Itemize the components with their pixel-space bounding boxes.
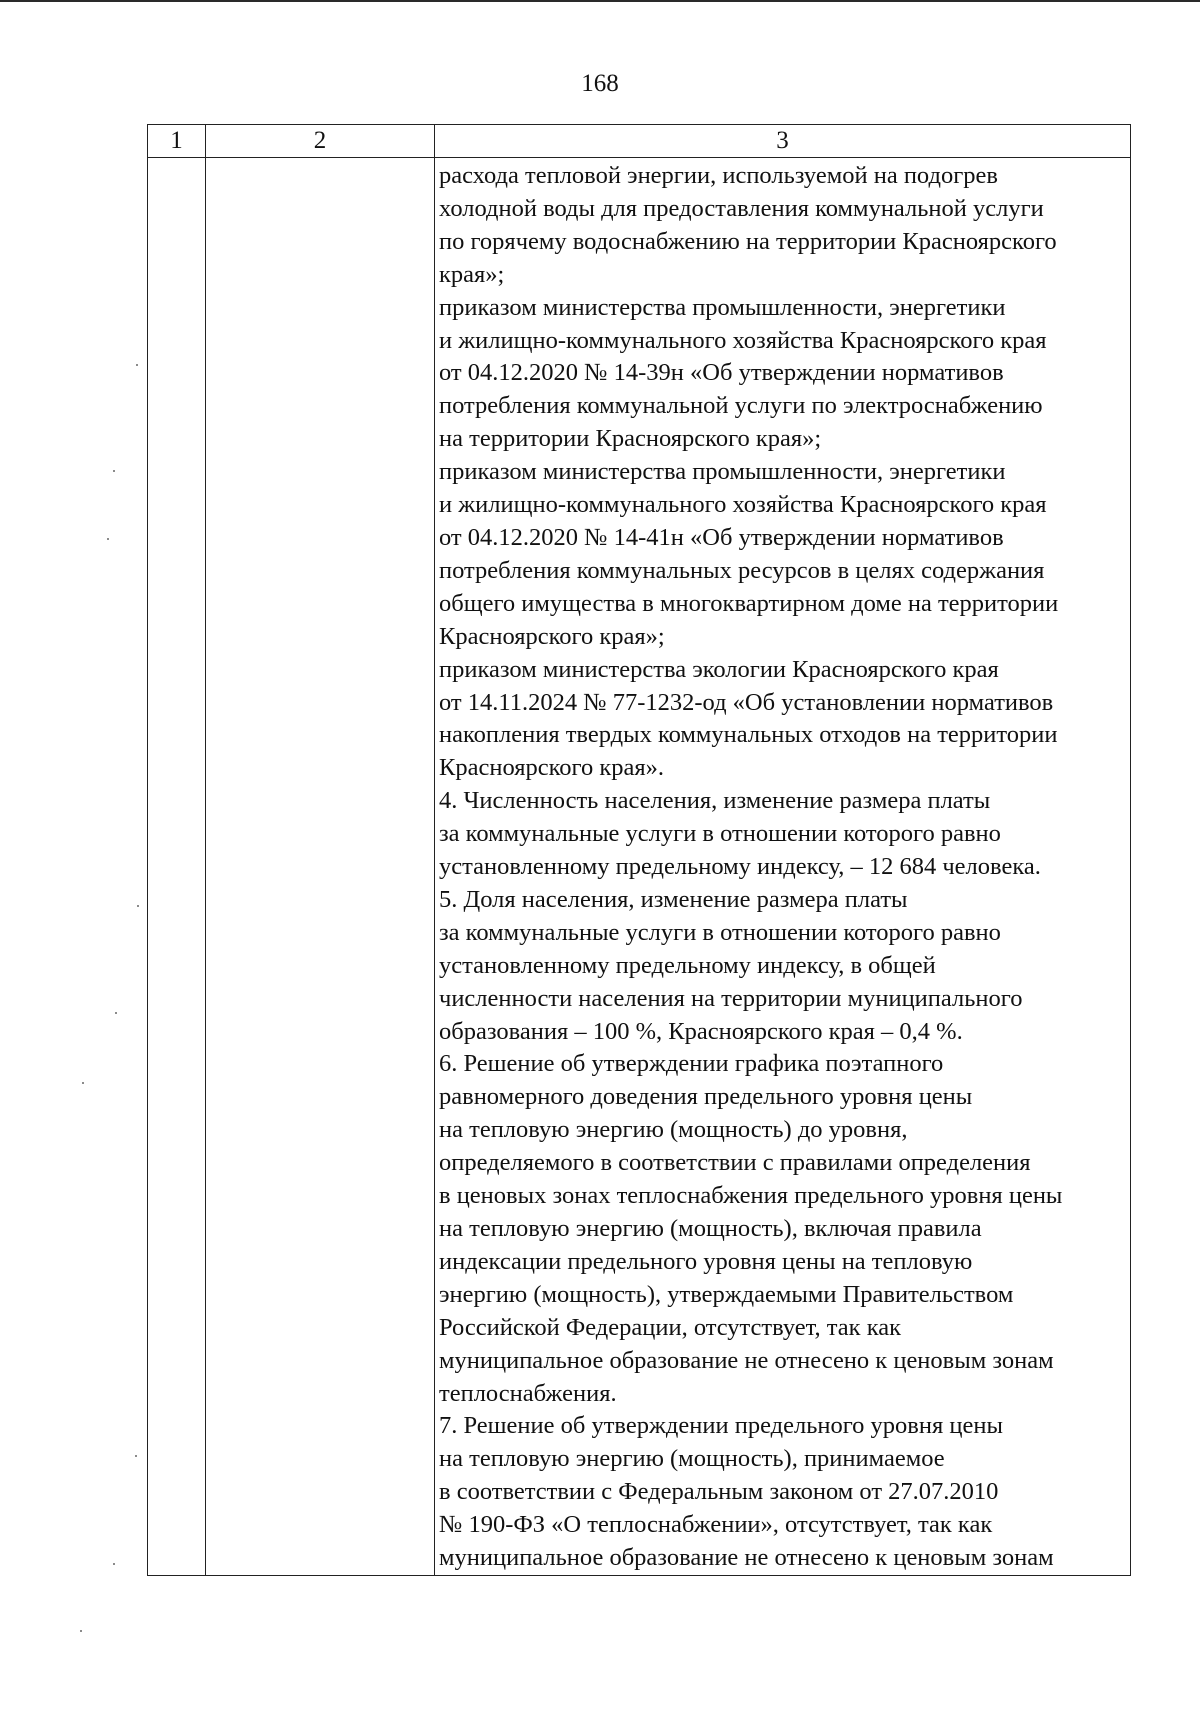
scan-speck (135, 1455, 137, 1457)
text-line: потребления коммунальной услуги по электроснабжению (439, 392, 1043, 420)
text-line: на территории Красноярского края»; (439, 425, 822, 453)
text-line: муниципальное образование не отнесено к ценовым зонам (439, 1544, 1054, 1572)
text-line: по горячему водоснабжению на территории Красноярского (439, 227, 1057, 255)
text-line: 5. Доля населения, изменение размера платы (439, 885, 908, 913)
scan-speck (80, 1630, 82, 1632)
text-line: от 14.11.2024 № 77-1232-од «Об установлении нормативов (439, 688, 1054, 716)
text-line: и жилищно-коммунального хозяйства Красноярского края (439, 491, 1047, 519)
text-line: приказом министерства промышленности, энергетики (439, 458, 1006, 486)
scan-speck (107, 538, 109, 540)
text-line: холодной воды для предоставления коммунальной услуги (439, 194, 1044, 222)
text-line: муниципальное образование не отнесено к ценовым зонам (439, 1346, 1054, 1374)
text-line: 6. Решение об утверждении графика поэтапного (439, 1050, 944, 1078)
text-line: приказом министерства экологии Красноярского края (439, 655, 999, 683)
scan-speck (113, 470, 115, 472)
text-line: на тепловую энергию (мощность) до уровня, (439, 1116, 908, 1144)
column-2-cell (206, 158, 435, 1576)
column-header-3: 3 (435, 125, 1131, 158)
text-line: Российской Федерации, отсутствует, так как (439, 1313, 902, 1341)
scan-speck (82, 1082, 84, 1084)
text-line: теплоснабжения. (439, 1379, 617, 1407)
text-line: образования – 100 %, Красноярского края – 0,4 %. (439, 1017, 963, 1045)
text-line: Красноярского края». (439, 754, 665, 782)
column-3-cell (435, 158, 1131, 1576)
text-line: равномерного доведения предельного уровня цены (439, 1083, 973, 1111)
page-number: 168 (581, 70, 619, 97)
text-line: 4. Численность населения, изменение размера платы (439, 787, 991, 815)
scan-speck (136, 364, 138, 366)
scan-edge (0, 0, 1200, 2)
text-line: потребления коммунальных ресурсов в целях содержания (439, 556, 1045, 584)
table-row (148, 158, 1131, 1576)
text-line: и жилищно-коммунального хозяйства Красноярского края (439, 326, 1047, 354)
text-line: энергию (мощность), утверждаемыми Правительством (439, 1280, 1014, 1308)
text-line: от 04.12.2020 № 14-39н «Об утверждении нормативов (439, 359, 1004, 387)
text-line: в ценовых зонах теплоснабжения предельного уровня цены (439, 1182, 1063, 1210)
text-line: в соответствии с Федеральным законом от 27.07.2010 (439, 1478, 999, 1506)
text-line: расхода тепловой энергии, используемой на подогрев (439, 162, 998, 189)
column-1-cell (148, 158, 206, 1576)
text-line: установленному предельному индексу, – 12 684 человека. (439, 853, 1041, 881)
text-line: на тепловую энергию (мощность), включая правила (439, 1215, 982, 1242)
text-line: 7. Решение об утверждении предельного уровня цены (439, 1412, 1003, 1440)
table-header-row (148, 125, 1131, 158)
column-3-text (435, 158, 1130, 1575)
scan-speck (137, 905, 139, 907)
text-line: за коммунальные услуги в отношении которого равно (439, 918, 1001, 946)
text-line: индексации предельного уровня цены на тепловую (439, 1247, 973, 1275)
text-line: от 04.12.2020 № 14-41н «Об утверждении нормативов (439, 523, 1004, 551)
text-line: накопления твердых коммунальных отходов на территории (439, 721, 1058, 749)
text-line: на тепловую энергию (мощность), принимаемое (439, 1445, 945, 1473)
text-line: приказом министерства промышленности, энергетики (439, 293, 1006, 321)
column-header-1: 1 (148, 125, 206, 158)
document-table (147, 124, 1131, 1576)
text-line: за коммунальные услуги в отношении которого равно (439, 820, 1001, 848)
scan-speck (115, 1012, 117, 1014)
text-line: определяемого в соответствии с правилами определения (439, 1149, 1031, 1177)
column-header-2: 2 (206, 125, 435, 158)
text-line: численности населения на территории муниципального (439, 984, 1023, 1012)
text-line: общего имущества в многоквартирном доме на территории (439, 589, 1059, 617)
scan-speck (113, 1563, 115, 1565)
text-line: № 190-ФЗ «О теплоснабжении», отсутствует, так как (439, 1511, 993, 1539)
text-line: края»; (439, 260, 505, 288)
text-line: Красноярского края»; (439, 622, 665, 650)
text-line: установленному предельному индексу, в общей (439, 951, 936, 979)
